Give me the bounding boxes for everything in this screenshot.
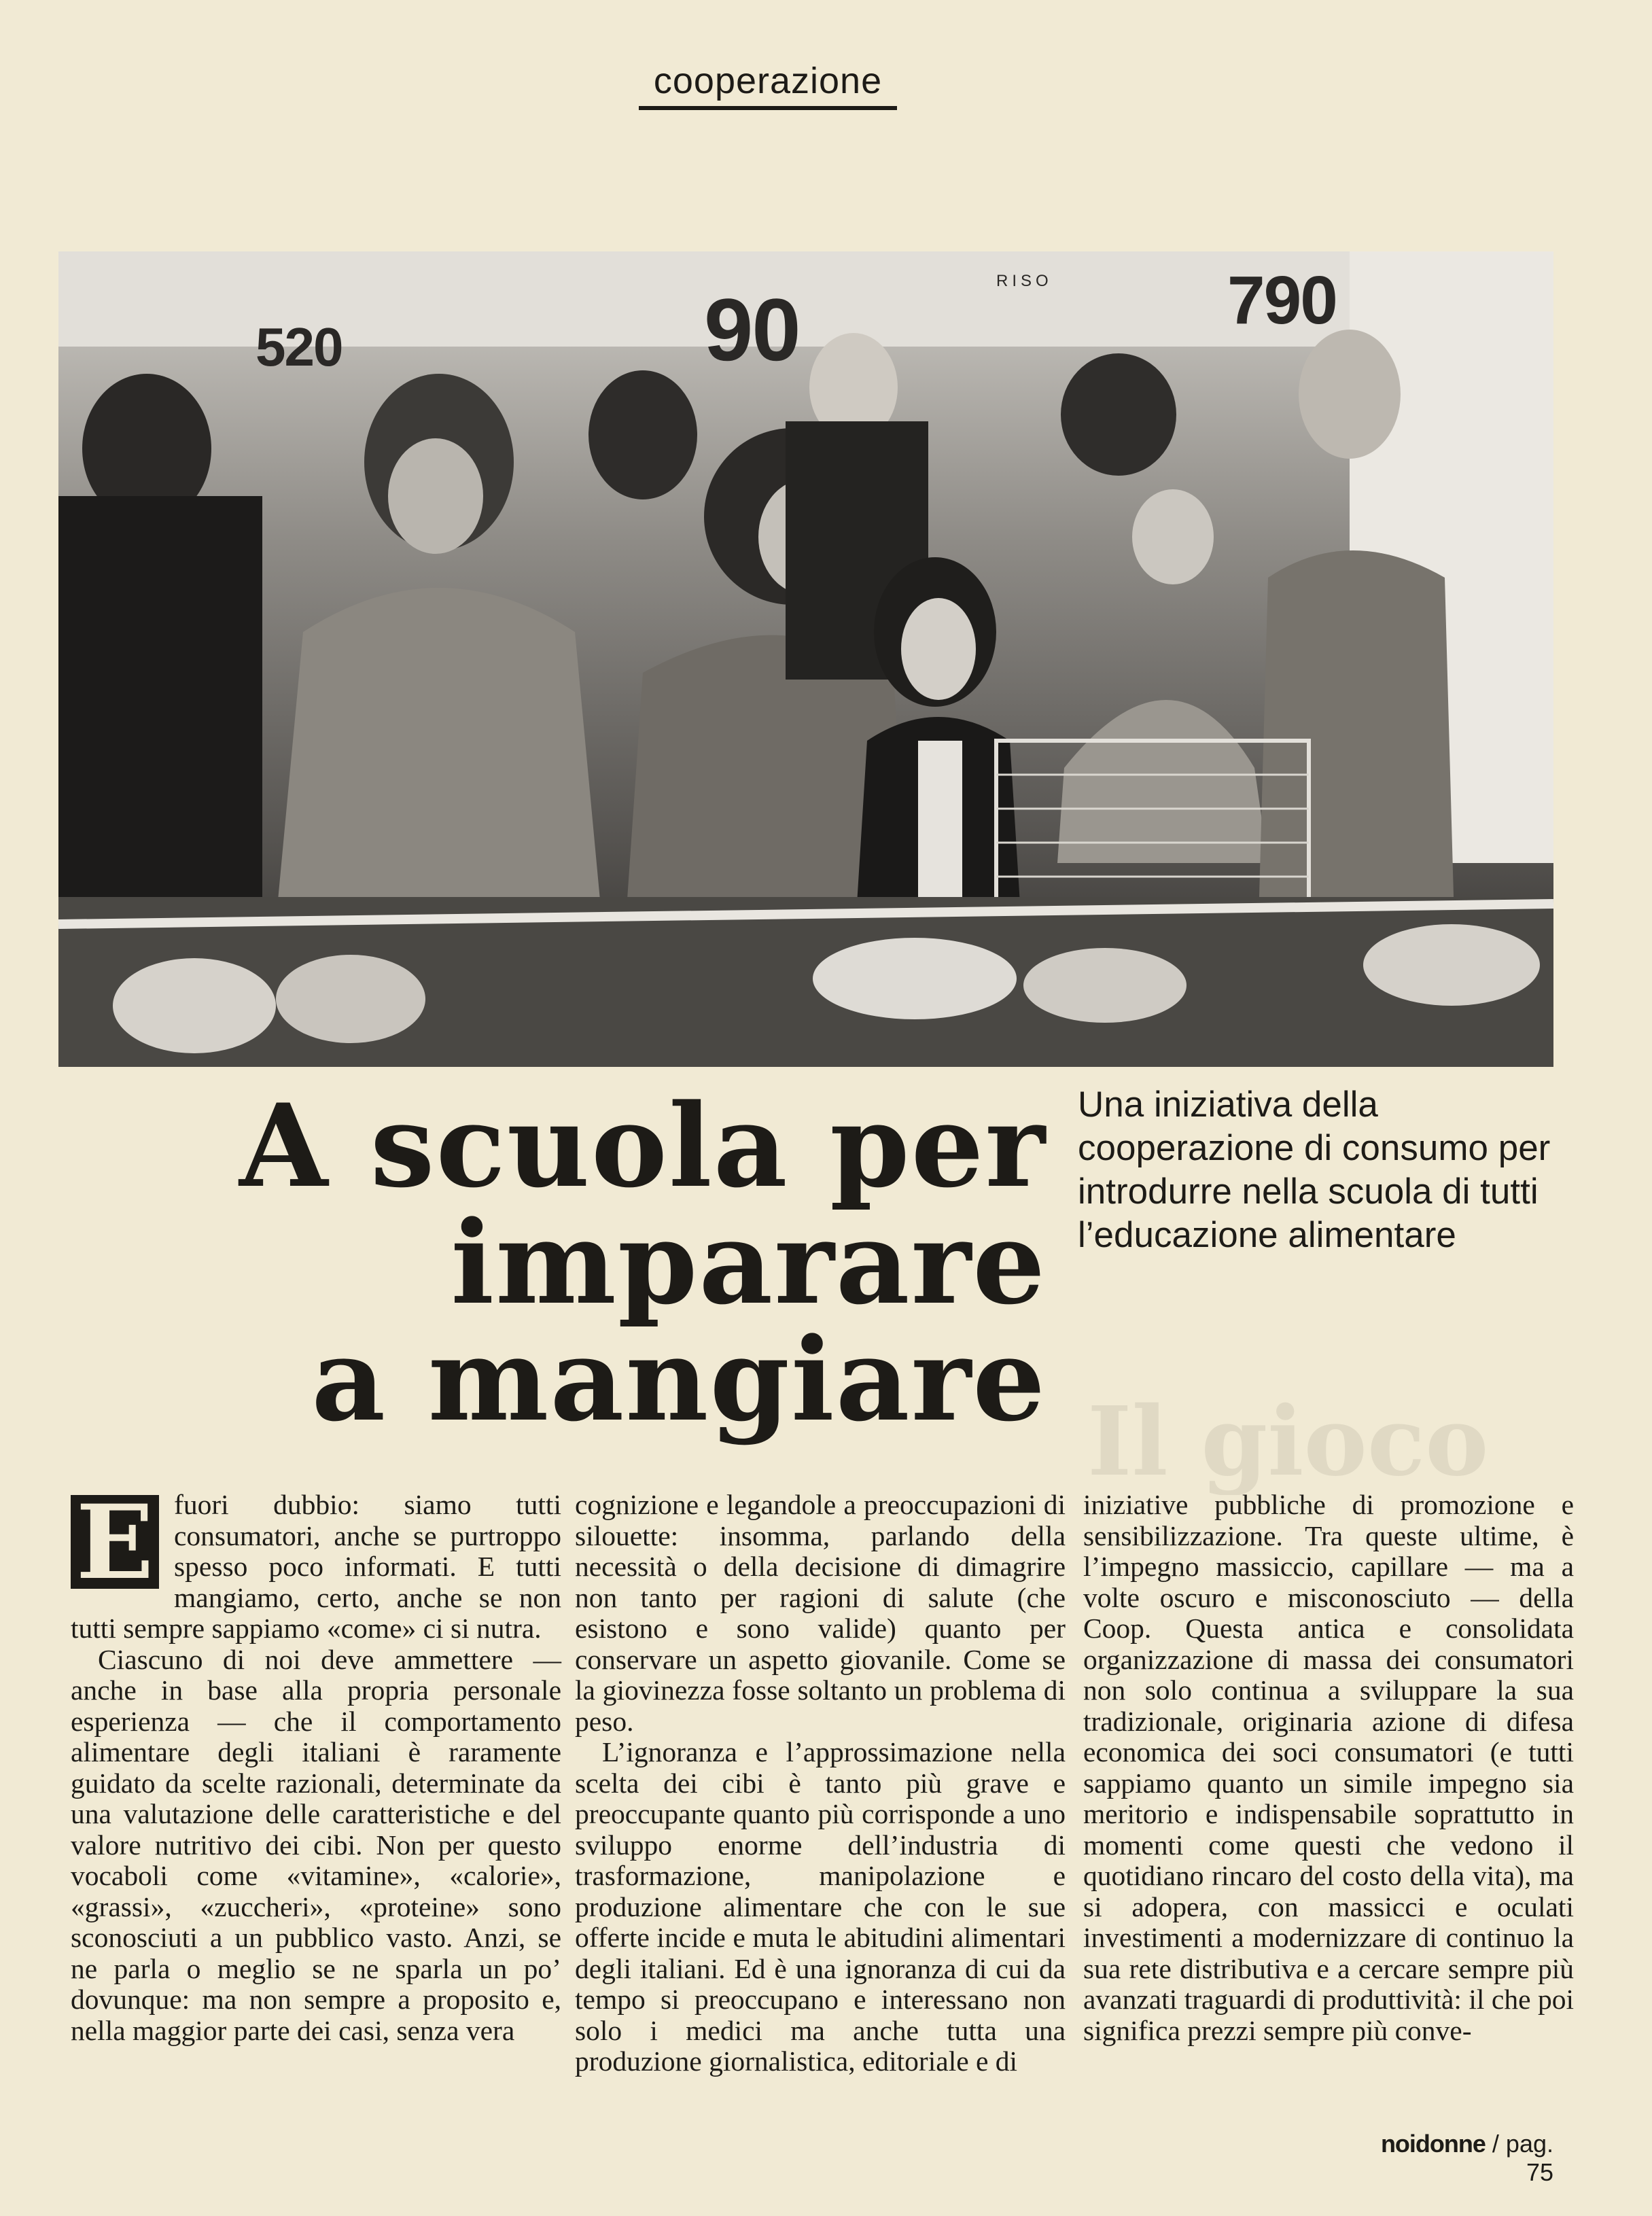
section-label: cooperazione: [639, 60, 897, 110]
paragraph: cognizione e legandole a preoccupazioni di silouette: insomma, parlando della necessità o della decisione di dimagrire non tanto per ragioni di salute (che esistono e sono valide) quanto per conservare un aspetto giovanile. Come se la giovinezza fosse soltanto un problema di peso.: [575, 1489, 1066, 1737]
page-number: / pag. 75: [1492, 2130, 1553, 2186]
article-column-1: [71, 1483, 561, 2046]
supermarket-photo: [58, 251, 1553, 1067]
subtitle: Una iniziativa della cooperazione di consumo per introdurre nella scuola di tutti l’educazione alimentare: [1078, 1085, 1551, 1255]
paragraph: E fuori dubbio: siamo tutti consumatori, anche se purtroppo spesso poco informati. E tutti mangiamo, certo, anche se non tutti sempre sappiamo «come» ci si nutra.: [71, 1483, 561, 1644]
price-tag-90: 90: [704, 280, 800, 379]
headline-line-2: imparare: [451, 1195, 1047, 1330]
article-column-2: [575, 1490, 1066, 2077]
price-tag-riso: RISO: [996, 272, 1053, 290]
paragraph: L’ignoranza e l’approssimazione nella scelta dei cibi è tanto più grave e preoccupante quanto più corrisponde a uno sviluppo enorme dell’industria di trasformazione, manipolazione e produzione alimentare che con le sue offerte incide e muta le abitudini alimentari degli italiani. Ed è una ignoranza di cui da tempo si preoccupano e interessano non solo i medici ma anche tutta una produzione giornalistica, editoriale e di: [575, 1736, 1066, 2077]
price-tag-520: 520: [256, 317, 342, 377]
page-footer: [1350, 2130, 1553, 2187]
magazine-brand: noidonne: [1380, 2130, 1486, 2158]
headline-line-3: a mangiare: [311, 1312, 1047, 1447]
headline: [204, 1078, 1047, 1447]
article-column-3: [1083, 1490, 1574, 2046]
show-through-text: Il gioco: [1087, 1386, 1489, 1495]
headline-line-1: A scuola per: [239, 1078, 1047, 1213]
dropcap: E: [71, 1495, 159, 1589]
price-tag-790: 790: [1227, 262, 1337, 338]
paragraph: iniziative pubbliche di promozione e sensibilizzazione. Tra queste ultime, è l’impegno massiccio, capillare — ma a volte oscuro e misconosciuto — della Coop. Questa antica e consolidata organizzazione di massa dei consumatori non solo continua a sviluppare la sua tradizionale, originaria azione di difesa economica dei soci consumatori (e tutti sappiamo quanto un simile impegno sia meritorio e indispensabile soprattutto in momenti come questi che vedono il quotidiano rincaro del costo della vita), ma si adopera, con massicci e oculati investimenti a modernizzare di continuo la sua rete distributiva e a cercare sempre più avanzati traguardi di produttività: il che poi significa prezzi sempre più conve-: [1083, 1489, 1574, 2046]
paragraph: Ciascuno di noi deve ammettere — anche in base alla propria personale esperienza — che il comportamento alimentare degli italiani è raramente guidato da scelte razionali, determinate da una valutazione delle caratteristiche e del valore nutritivo dei cibi. Non per questo vocaboli come «vitamine», «calorie», «grassi», «zuccheri», «proteine» sono sconosciuti a un pubblico vasto. Anzi, se ne parla o meglio se ne sparla un po’ dovunque: ma non sempre a proposito e, nella maggior parte dei casi, senza vera: [71, 1643, 561, 2046]
